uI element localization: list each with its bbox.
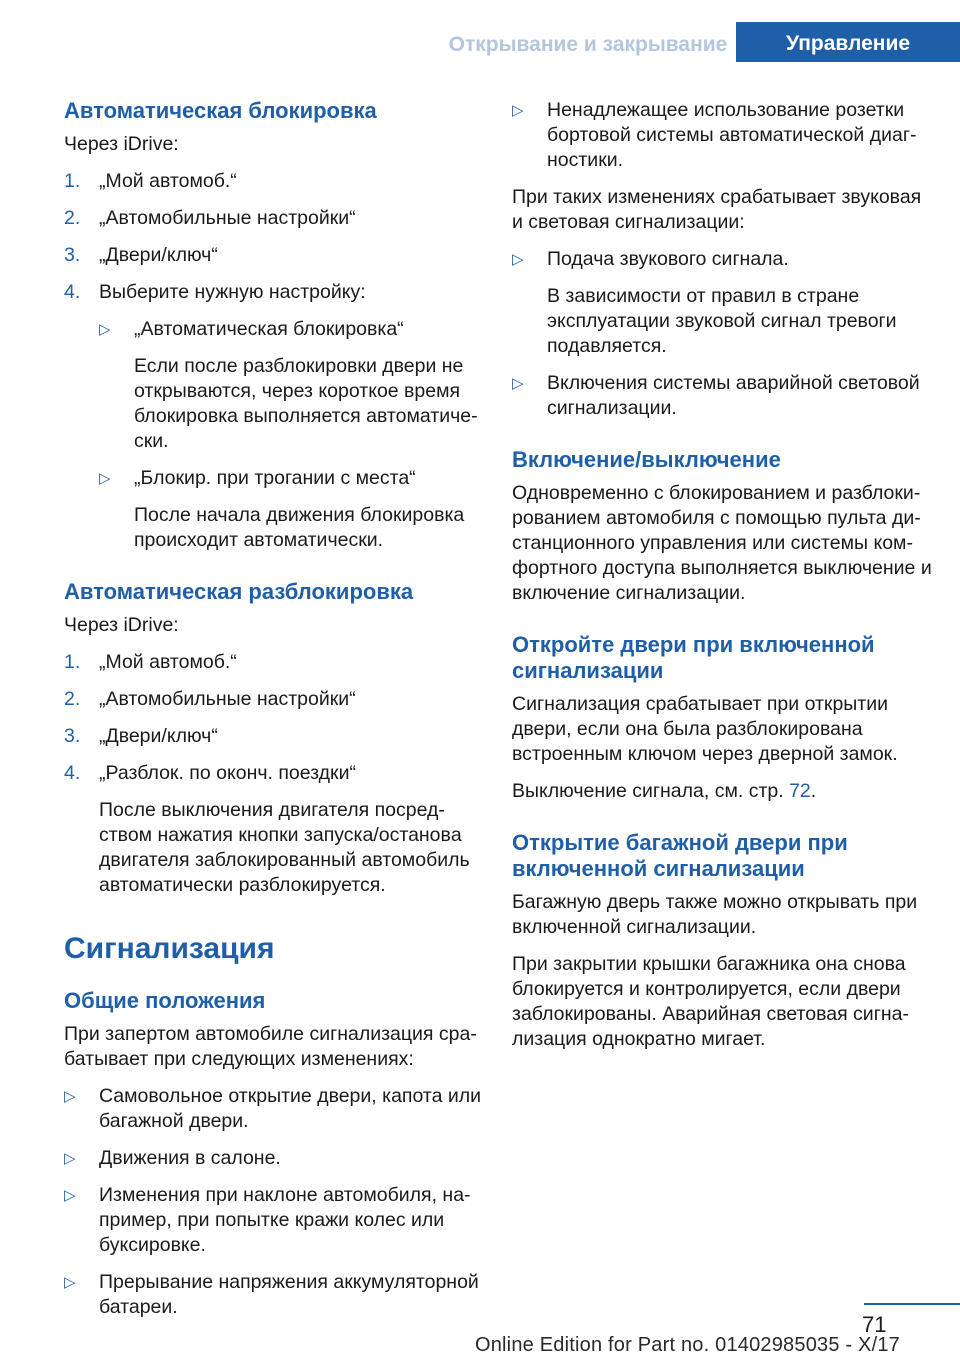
- list-item: [64, 280, 484, 553]
- step-number: 2.: [64, 207, 81, 229]
- door-heading: Откройте двери при включенной сигнализации: [512, 632, 875, 683]
- list-item: [64, 1146, 484, 1171]
- step-text: „Автомобильные настройки“: [99, 688, 356, 710]
- list-item: [64, 1183, 484, 1258]
- header-chapter-tab[interactable]: Управление: [736, 22, 960, 62]
- triangle-right-icon: ▷: [512, 102, 524, 119]
- unlock-heading: Автоматическая разблокировка: [64, 579, 414, 604]
- list-item: [64, 650, 484, 675]
- step-text: „Мой автомоб.“: [99, 651, 237, 673]
- item-text: Прерывание напряжения аккумуляторной батареи.: [99, 1271, 479, 1318]
- list-item: [64, 1270, 484, 1320]
- item-text: Изменения при наклоне автомобиля, например, при попытке кражи колес или буксировке.: [99, 1184, 471, 1256]
- list-item: [64, 169, 484, 194]
- sub-list-item: [99, 317, 484, 454]
- trunk-heading: Открытие багажной двери при включенной сигнализации: [512, 830, 848, 881]
- page-link[interactable]: 72: [789, 780, 811, 802]
- step-number: 4.: [64, 281, 81, 303]
- page-header: [0, 0, 960, 62]
- header-section-title: Открывание и закрывание: [448, 33, 728, 56]
- lock-heading: Автоматическая блокировка: [64, 98, 377, 123]
- step-text: „Двери/ключ“: [99, 244, 218, 266]
- door-ref: [512, 779, 932, 804]
- step-text: „Разблок. по оконч. поездки“: [99, 762, 356, 784]
- lock-intro: Через iDrive:: [64, 133, 179, 155]
- option-text: После начала движения блокировка происходит автоматически.: [134, 504, 465, 551]
- list-item: [512, 247, 932, 359]
- item-text: Движения в салоне.: [99, 1147, 281, 1169]
- sub-list-item: [99, 466, 484, 553]
- option-title: „Блокир. при трогании с места“: [134, 467, 416, 489]
- triangle-right-icon: ▷: [64, 1150, 76, 1167]
- step-number: 3.: [64, 725, 81, 747]
- option-text: Если после разблокировки двери не открываются, через короткое время блокировка выполняется автоматически.: [134, 355, 478, 452]
- onoff-heading: Включение/выключение: [512, 447, 781, 472]
- item-title: Включения системы аварийной световой сигнализации.: [547, 372, 920, 419]
- door-ref-text: Выключение сигнала, см. стр.: [512, 780, 784, 802]
- step-number: 1.: [64, 651, 81, 673]
- list-item: [64, 1084, 484, 1134]
- step-text: „Автомобильные настройки“: [99, 207, 356, 229]
- triangle-right-icon: ▷: [64, 1088, 76, 1105]
- step-number: 1.: [64, 170, 81, 192]
- triangle-right-icon: ▷: [64, 1274, 76, 1291]
- triangle-right-icon: ▷: [99, 321, 111, 338]
- list-item: [64, 761, 484, 898]
- step-text: Выберите нужную настройку:: [99, 281, 366, 303]
- door-text: Сигнализация срабатывает при открытии двери, если она была разблокирована встроенным ключом через дверной замок.: [512, 693, 898, 765]
- list-item: [64, 243, 484, 268]
- footer-divider: [864, 1303, 960, 1305]
- item-title: Подача звукового сигнала.: [547, 248, 789, 270]
- triangle-right-icon: ▷: [512, 375, 524, 392]
- step-number: 4.: [64, 762, 81, 784]
- page-number: 71: [862, 1312, 887, 1337]
- trunk-text-2: При закрытии крышки багажника она снова блокируется и контролируется, если двери заблокированы. Аварийная световая сигнализация однократно мигает.: [512, 953, 909, 1050]
- item-text: Ненадлежащее использование розетки бортовой системы автоматической диагностики.: [547, 99, 917, 171]
- trunk-text-1: Багажную дверь также можно открывать при включенной сигнализации.: [512, 891, 918, 938]
- list-item: [64, 687, 484, 712]
- item-text: В зависимости от правил в стране эксплуатации звуковой сигнал тревоги подавляется.: [547, 285, 897, 357]
- step-text: „Двери/ключ“: [99, 725, 218, 747]
- step-description: После выключения двигателя посредством нажатия кнопки запуска/остановa двигателя заблокированный автомобиль автоматически разблокируется.: [99, 799, 470, 896]
- option-title: „Автоматическая блокировка“: [134, 318, 404, 340]
- general-text: При запертом автомобиле сигнализация срабатывает при следующих изменениях:: [64, 1023, 477, 1070]
- list-item: [64, 206, 484, 231]
- general-heading: Общие положения: [64, 988, 266, 1013]
- door-ref-end: .: [810, 780, 817, 802]
- onoff-text: Одновременно с блокированием и разблокированием автомобиля с помощью пульта дистанционного управления или системы комфортного доступа выполняется выключение и включение сигнализации.: [512, 482, 932, 604]
- reaction-text: При таких изменениях срабатывает звуковая и световая сигнализации:: [512, 186, 922, 233]
- triangle-right-icon: ▷: [512, 251, 524, 268]
- alarm-heading: Сигнализация: [64, 932, 275, 965]
- left-column: [64, 98, 484, 1332]
- step-text: „Мой автомоб.“: [99, 170, 237, 192]
- triangle-right-icon: ▷: [64, 1187, 76, 1204]
- step-number: 2.: [64, 688, 81, 710]
- list-item: [512, 98, 932, 173]
- unlock-intro: Через iDrive:: [64, 614, 179, 636]
- step-number: 3.: [64, 244, 81, 266]
- list-item: [512, 371, 932, 421]
- triangle-right-icon: ▷: [99, 470, 111, 487]
- item-text: Самовольное открытие двери, капота или багажной двери.: [99, 1085, 482, 1132]
- footer-edition: Online Edition for Part no. 01402985035 - X/17: [474, 1334, 900, 1356]
- right-column: [512, 98, 932, 1064]
- list-item: [64, 724, 484, 749]
